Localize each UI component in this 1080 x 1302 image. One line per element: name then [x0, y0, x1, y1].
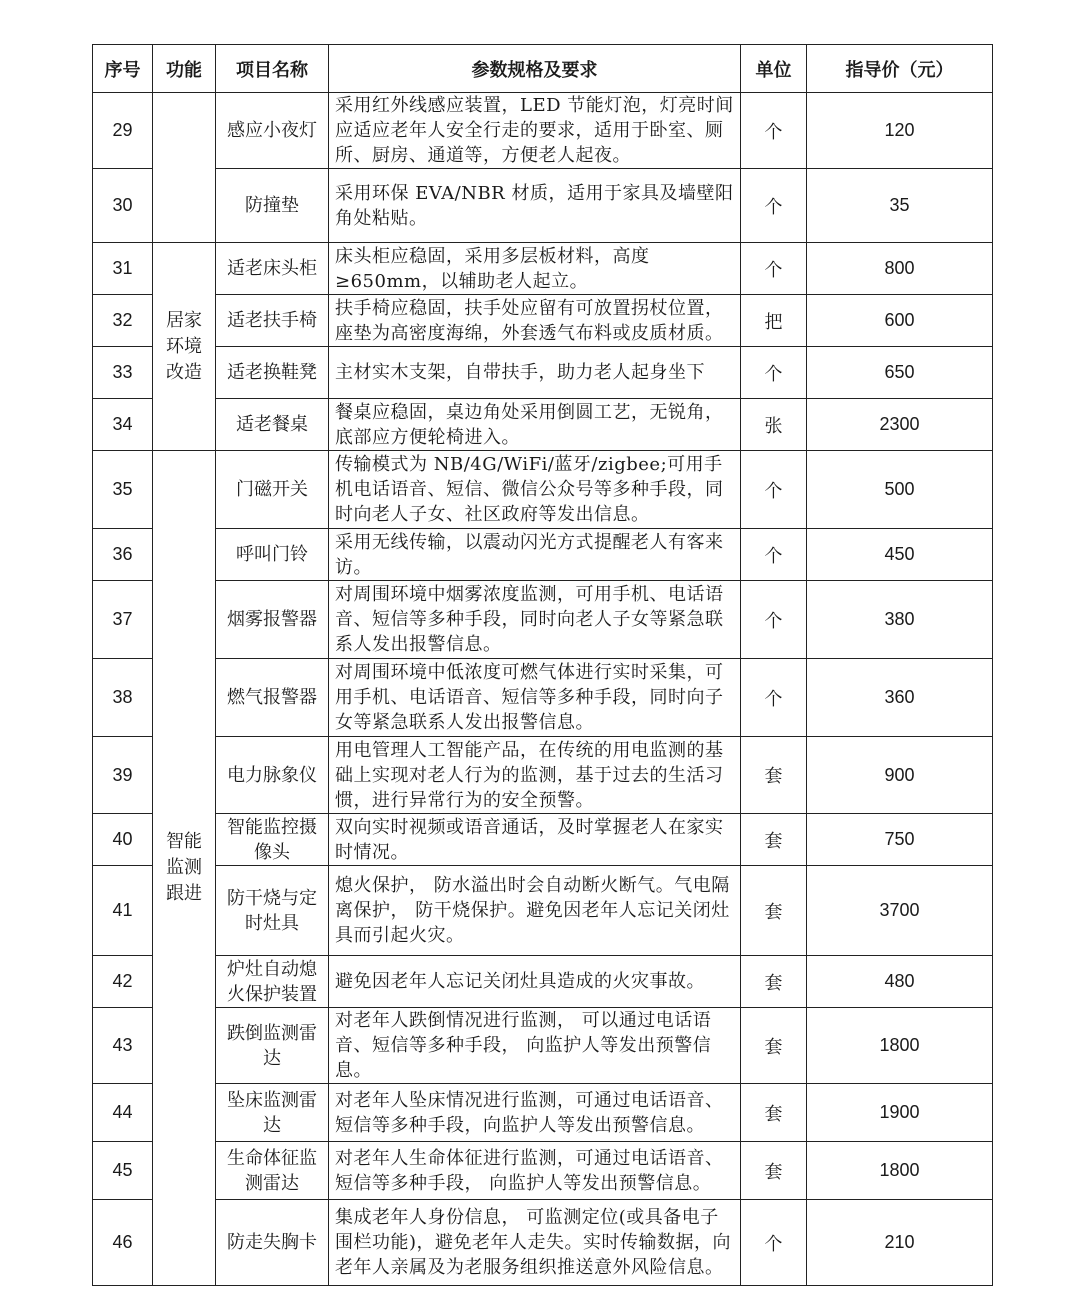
serial-number-cell: 35	[93, 451, 153, 529]
guide-price-cell: 35	[807, 169, 993, 243]
guide-price-cell: 360	[807, 659, 993, 737]
serial-number-cell: 36	[93, 529, 153, 581]
unit-cell: 套	[741, 956, 807, 1008]
guide-price-cell: 450	[807, 529, 993, 581]
spec-requirement-cell: 采用红外线感应装置，LED 节能灯泡，灯亮时间应适应老年人安全行走的要求，适用于卧室、厕所、厨房、通道等，方便老人起夜。	[329, 93, 741, 169]
spec-requirement-cell: 双向实时视频或语音通话，及时掌握老人在家实时情况。	[329, 814, 741, 866]
function-category-cell: 智能监测跟进	[153, 451, 216, 1286]
table-row	[93, 295, 993, 347]
spec-requirement-cell: 对周围环境中低浓度可燃气体进行实时采集，可用手机、电话语音、短信等多种手段，同时向子女等紧急联系人发出报警信息。	[329, 659, 741, 737]
item-name-cell: 生命体征监测雷达	[216, 1142, 329, 1200]
table-row	[93, 1008, 993, 1084]
item-name-cell: 适老扶手椅	[216, 295, 329, 347]
item-name-cell: 适老餐桌	[216, 399, 329, 451]
table-row	[93, 1084, 993, 1142]
item-name-cell: 电力脉象仪	[216, 737, 329, 814]
unit-cell: 个	[741, 581, 807, 659]
table-row	[93, 451, 993, 529]
spec-requirement-cell: 熄火保护， 防水溢出时会自动断火断气。气电隔离保护， 防干烧保护。避免因老年人忘记关闭灶具而引起火灾。	[329, 866, 741, 956]
spec-requirement-cell: 扶手椅应稳固，扶手处应留有可放置拐杖位置，座垫为高密度海绵，外套透气布料或皮质材质。	[329, 295, 741, 347]
guide-price-cell: 750	[807, 814, 993, 866]
guide-price-cell: 1900	[807, 1084, 993, 1142]
guide-price-cell: 650	[807, 347, 993, 399]
serial-number-cell: 29	[93, 93, 153, 169]
unit-cell: 个	[741, 169, 807, 243]
header-spec: 参数规格及要求	[329, 45, 741, 93]
serial-number-cell: 30	[93, 169, 153, 243]
table-row	[93, 1142, 993, 1200]
serial-number-cell: 46	[93, 1200, 153, 1286]
item-name-cell: 适老换鞋凳	[216, 347, 329, 399]
unit-cell: 个	[741, 1200, 807, 1286]
spec-requirement-cell: 对老年人生命体征进行监测，可通过电话语音、短信等多种手段， 向监护人等发出预警信息。	[329, 1142, 741, 1200]
serial-number-cell: 44	[93, 1084, 153, 1142]
spec-requirement-cell: 对老年人坠床情况进行监测，可通过电话语音、短信等多种手段，向监护人等发出预警信息。	[329, 1084, 741, 1142]
spec-requirement-cell: 集成老年人身份信息， 可监测定位(或具备电子围栏功能)，避免老年人走失。实时传输数据，向老年人亲属及为老服务组织推送意外风险信息。	[329, 1200, 741, 1286]
unit-cell: 套	[741, 737, 807, 814]
guide-price-cell: 500	[807, 451, 993, 529]
header-item-name: 项目名称	[216, 45, 329, 93]
spec-requirement-cell: 餐桌应稳固，桌边角处采用倒圆工艺，无锐角，底部应方便轮椅进入。	[329, 399, 741, 451]
table-row	[93, 737, 993, 814]
serial-number-cell: 39	[93, 737, 153, 814]
serial-number-cell: 42	[93, 956, 153, 1008]
spec-requirement-cell: 用电管理人工智能产品，在传统的用电监测的基础上实现对老人行为的监测，基于过去的生活习惯，进行异常行为的安全预警。	[329, 737, 741, 814]
serial-number-cell: 32	[93, 295, 153, 347]
table-row	[93, 169, 993, 243]
guide-price-cell: 3700	[807, 866, 993, 956]
serial-number-cell: 34	[93, 399, 153, 451]
table-row	[93, 93, 993, 169]
unit-cell: 套	[741, 814, 807, 866]
item-name-cell: 呼叫门铃	[216, 529, 329, 581]
serial-number-cell: 31	[93, 243, 153, 295]
header-unit: 单位	[741, 45, 807, 93]
table-row	[93, 1200, 993, 1286]
item-name-cell: 智能监控摄像头	[216, 814, 329, 866]
table-row	[93, 347, 993, 399]
serial-number-cell: 40	[93, 814, 153, 866]
serial-number-cell: 38	[93, 659, 153, 737]
item-name-cell: 燃气报警器	[216, 659, 329, 737]
item-name-cell: 炉灶自动熄火保护装置	[216, 956, 329, 1008]
table-row	[93, 399, 993, 451]
item-name-cell: 烟雾报警器	[216, 581, 329, 659]
header-price: 指导价（元）	[807, 45, 993, 93]
table-header-row	[93, 45, 993, 93]
guide-price-cell: 600	[807, 295, 993, 347]
spec-requirement-cell: 主材实木支架，自带扶手，助力老人起身坐下	[329, 347, 741, 399]
item-name-cell: 防撞垫	[216, 169, 329, 243]
unit-cell: 把	[741, 295, 807, 347]
table-row	[93, 814, 993, 866]
price-table	[92, 44, 993, 1286]
spec-requirement-cell: 对老年人跌倒情况进行监测， 可以通过电话语音、短信等多种手段， 向监护人等发出预警信息。	[329, 1008, 741, 1084]
item-name-cell: 防走失胸卡	[216, 1200, 329, 1286]
unit-cell: 套	[741, 1084, 807, 1142]
table-row	[93, 243, 993, 295]
unit-cell: 个	[741, 529, 807, 581]
spec-requirement-cell: 采用环保 EVA/NBR 材质，适用于家具及墙壁阳角处粘贴。	[329, 169, 741, 243]
guide-price-cell: 800	[807, 243, 993, 295]
table-row	[93, 866, 993, 956]
guide-price-cell: 210	[807, 1200, 993, 1286]
guide-price-cell: 1800	[807, 1008, 993, 1084]
guide-price-cell: 120	[807, 93, 993, 169]
unit-cell: 张	[741, 399, 807, 451]
function-category-cell: 居家环境改造	[153, 243, 216, 451]
spec-requirement-cell: 避免因老年人忘记关闭灶具造成的火灾事故。	[329, 956, 741, 1008]
table-row	[93, 659, 993, 737]
item-name-cell: 适老床头柜	[216, 243, 329, 295]
guide-price-cell: 1800	[807, 1142, 993, 1200]
unit-cell: 个	[741, 451, 807, 529]
guide-price-cell: 480	[807, 956, 993, 1008]
item-name-cell: 门磁开关	[216, 451, 329, 529]
unit-cell: 个	[741, 93, 807, 169]
spec-requirement-cell: 床头柜应稳固，采用多层板材料，高度≥650mm，以辅助老人起立。	[329, 243, 741, 295]
spec-requirement-cell: 采用无线传输，以震动闪光方式提醒老人有客来访。	[329, 529, 741, 581]
guide-price-cell: 380	[807, 581, 993, 659]
table-row	[93, 581, 993, 659]
serial-number-cell: 45	[93, 1142, 153, 1200]
header-serial: 序号	[93, 45, 153, 93]
item-name-cell: 跌倒监测雷达	[216, 1008, 329, 1084]
item-name-cell: 感应小夜灯	[216, 93, 329, 169]
serial-number-cell: 43	[93, 1008, 153, 1084]
serial-number-cell: 37	[93, 581, 153, 659]
header-function: 功能	[153, 45, 216, 93]
function-category-cell	[153, 93, 216, 243]
spec-requirement-cell: 传输模式为 NB/4G/WiFi/蓝牙/zigbee;可用手机电话语音、短信、微信公众号等多种手段，同时向老人子女、社区政府等发出信息。	[329, 451, 741, 529]
guide-price-cell: 2300	[807, 399, 993, 451]
table-row	[93, 956, 993, 1008]
unit-cell: 套	[741, 1142, 807, 1200]
unit-cell: 套	[741, 1008, 807, 1084]
unit-cell: 个	[741, 659, 807, 737]
serial-number-cell: 33	[93, 347, 153, 399]
table-row	[93, 529, 993, 581]
guide-price-cell: 900	[807, 737, 993, 814]
unit-cell: 个	[741, 347, 807, 399]
item-name-cell: 坠床监测雷达	[216, 1084, 329, 1142]
item-name-cell: 防干烧与定时灶具	[216, 866, 329, 956]
unit-cell: 个	[741, 243, 807, 295]
spec-requirement-cell: 对周围环境中烟雾浓度监测，可用手机、电话语音、短信等多种手段，同时向老人子女等紧急联系人发出报警信息。	[329, 581, 741, 659]
unit-cell: 套	[741, 866, 807, 956]
serial-number-cell: 41	[93, 866, 153, 956]
